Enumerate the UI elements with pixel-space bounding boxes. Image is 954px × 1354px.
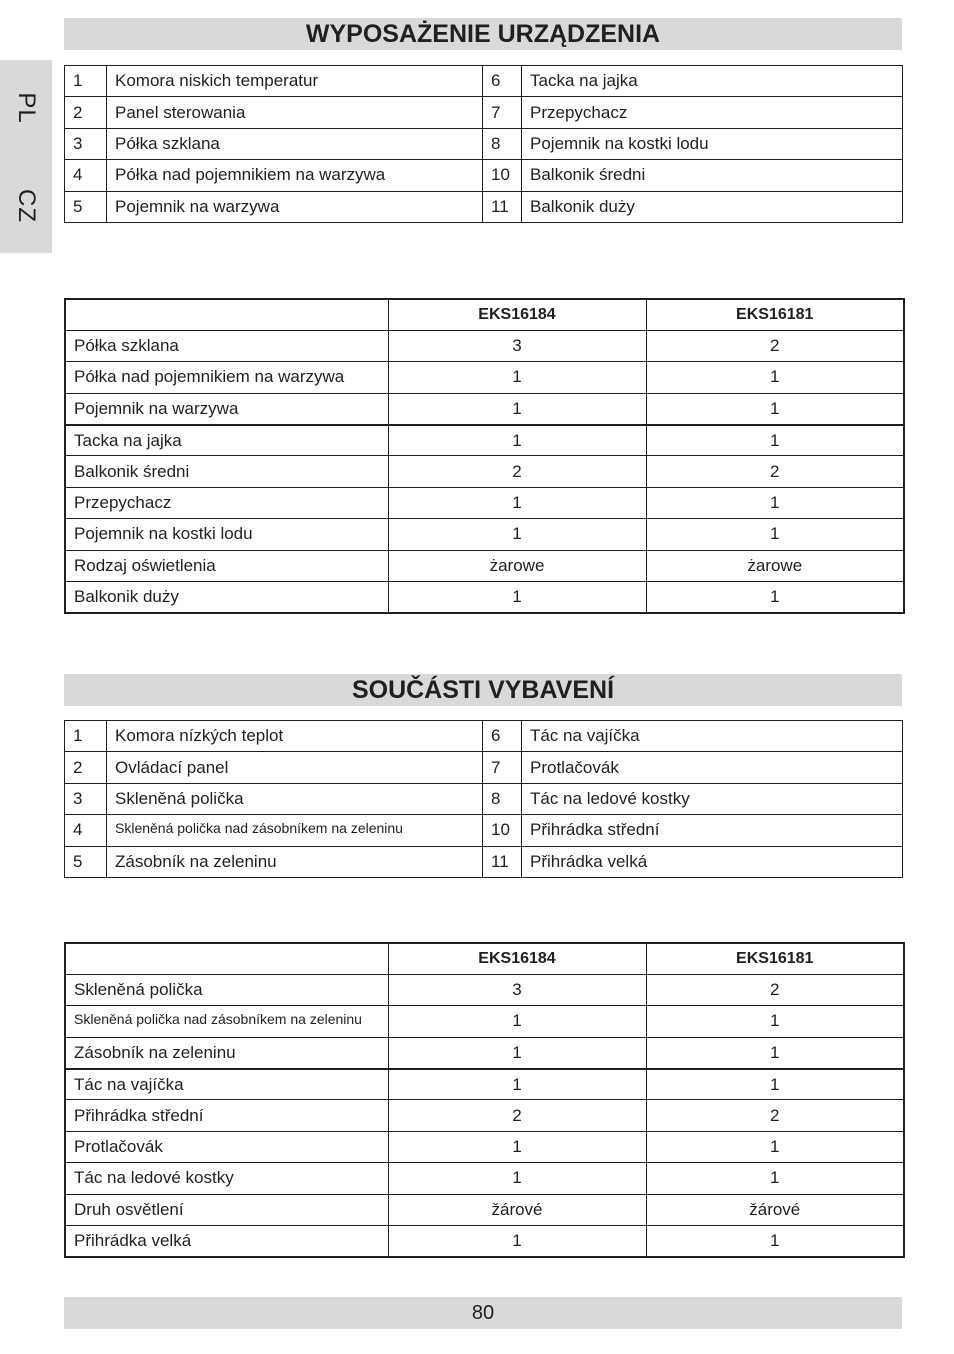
item-name: Skleněná polička: [65, 974, 388, 1005]
part-label: Pojemnik na kostki lodu: [522, 128, 903, 159]
table-row: [65, 1100, 904, 1131]
item-name: Tacka na jajka: [65, 425, 388, 456]
item-quantity: 1: [388, 393, 646, 424]
item-quantity: 1: [646, 1226, 904, 1257]
item-name: Pojemnik na warzywa: [65, 393, 388, 424]
models-table-cz: [64, 942, 905, 1258]
part-label: Balkonik duży: [522, 191, 903, 222]
item-name: Tác na vajíčka: [65, 1069, 388, 1100]
part-label: Tác na vajíčka: [522, 721, 903, 752]
part-label: Přihrádka střední: [522, 815, 903, 846]
table-row: [65, 582, 904, 613]
table-row: [65, 362, 904, 393]
item-name: Pojemnik na kostki lodu: [65, 519, 388, 550]
item-quantity: 1: [388, 519, 646, 550]
table-row: [65, 1006, 904, 1037]
part-label: Tác na ledové kostky: [522, 783, 903, 814]
part-label: Skleněná polička: [107, 783, 483, 814]
table-row: [65, 66, 903, 97]
part-number: 2: [65, 752, 107, 783]
model-header: EKS16184: [388, 299, 646, 330]
item-name: Rodzaj oświetlenia: [65, 550, 388, 581]
part-label: Balkonik średni: [522, 160, 903, 191]
part-label: Zásobník na zeleninu: [107, 846, 483, 877]
item-quantity: 1: [388, 582, 646, 613]
part-label: Tacka na jajka: [522, 66, 903, 97]
part-label: Półka nad pojemnikiem na warzywa: [107, 160, 483, 191]
item-name: Półka nad pojemnikiem na warzywa: [65, 362, 388, 393]
table-row: [65, 783, 903, 814]
language-label-pl: PL: [13, 92, 40, 124]
item-name: Skleněná polička nad zásobníkem na zeleninu: [65, 1006, 388, 1037]
table-row: [65, 1226, 904, 1257]
model-header: EKS16181: [646, 299, 904, 330]
table-row: [65, 752, 903, 783]
part-number: 2: [65, 97, 107, 128]
table-row: [65, 330, 904, 361]
part-number: 6: [483, 721, 522, 752]
table-row: [65, 846, 903, 877]
part-number: 5: [65, 191, 107, 222]
table-row: [65, 815, 903, 846]
part-number: 7: [483, 97, 522, 128]
item-name: Balkonik duży: [65, 582, 388, 613]
table-header-row: [65, 299, 904, 330]
item-quantity: 1: [388, 1131, 646, 1162]
part-label: Skleněná polička nad zásobníkem na zeleninu: [107, 815, 483, 846]
item-name: Přihrádka velká: [65, 1226, 388, 1257]
item-quantity: 1: [646, 487, 904, 518]
table-row: [65, 487, 904, 518]
models-table-pl: [64, 298, 905, 614]
table-row: [65, 519, 904, 550]
table-row: [65, 1163, 904, 1194]
header-blank-cell: [65, 299, 388, 330]
item-quantity: 1: [646, 1037, 904, 1068]
header-blank-cell: [65, 943, 388, 974]
language-tab: [0, 60, 52, 253]
part-label: Przepychacz: [522, 97, 903, 128]
table-row: [65, 1194, 904, 1225]
section-title-pl: WYPOSAŻENIE URZĄDZENIA: [64, 18, 902, 50]
parts-table-cz: [64, 720, 903, 878]
part-label: Ovládací panel: [107, 752, 483, 783]
part-number: 1: [65, 721, 107, 752]
part-label: Protlačovák: [522, 752, 903, 783]
part-number: 4: [65, 815, 107, 846]
item-quantity: 2: [388, 456, 646, 487]
part-number: 3: [65, 783, 107, 814]
item-quantity: 2: [646, 1100, 904, 1131]
item-name: Druh osvětlení: [65, 1194, 388, 1225]
part-label: Komora niskich temperatur: [107, 66, 483, 97]
part-number: 11: [483, 846, 522, 877]
item-quantity: 1: [388, 1163, 646, 1194]
table-header-row: [65, 943, 904, 974]
part-number: 8: [483, 783, 522, 814]
item-name: Przepychacz: [65, 487, 388, 518]
item-name: Přihrádka střední: [65, 1100, 388, 1131]
part-number: 4: [65, 160, 107, 191]
item-quantity: 1: [646, 1006, 904, 1037]
page-number: 80: [471, 1301, 495, 1324]
table-row: [65, 456, 904, 487]
section-title-cz: SOUČÁSTI VYBAVENÍ: [64, 674, 902, 706]
item-quantity: žárové: [388, 1194, 646, 1225]
item-quantity: 1: [388, 1006, 646, 1037]
part-label: Komora nízkých teplot: [107, 721, 483, 752]
item-quantity: 3: [388, 974, 646, 1005]
part-label: Panel sterowania: [107, 97, 483, 128]
item-name: Balkonik średni: [65, 456, 388, 487]
item-quantity: 1: [388, 487, 646, 518]
part-label: Přihrádka velká: [522, 846, 903, 877]
page-footer: [64, 1297, 902, 1329]
table-row: [65, 550, 904, 581]
part-number: 10: [483, 160, 522, 191]
item-quantity: 1: [646, 393, 904, 424]
model-header: EKS16181: [646, 943, 904, 974]
part-label: Półka szklana: [107, 128, 483, 159]
model-header: EKS16184: [388, 943, 646, 974]
part-number: 6: [483, 66, 522, 97]
table-row: [65, 128, 903, 159]
table-row: [65, 1037, 904, 1068]
part-number: 3: [65, 128, 107, 159]
table-row: [65, 721, 903, 752]
models-table-body: [65, 943, 904, 1257]
item-quantity: 1: [646, 582, 904, 613]
part-number: 10: [483, 815, 522, 846]
item-quantity: 1: [388, 425, 646, 456]
item-quantity: 2: [646, 456, 904, 487]
item-quantity: 1: [388, 1069, 646, 1100]
table-row: [65, 1069, 904, 1100]
item-quantity: 1: [646, 362, 904, 393]
part-number: 11: [483, 191, 522, 222]
item-quantity: 1: [388, 362, 646, 393]
part-number: 8: [483, 128, 522, 159]
part-label: Pojemnik na warzywa: [107, 191, 483, 222]
item-quantity: 1: [388, 1226, 646, 1257]
table-row: [65, 1131, 904, 1162]
table-row: [65, 97, 903, 128]
item-quantity: 1: [646, 1069, 904, 1100]
table-row: [65, 974, 904, 1005]
item-quantity: 1: [388, 1037, 646, 1068]
table-row: [65, 191, 903, 222]
item-quantity: 2: [388, 1100, 646, 1131]
item-quantity: 2: [646, 974, 904, 1005]
item-quantity: 1: [646, 1131, 904, 1162]
parts-table-body: [65, 66, 903, 223]
item-name: Protlačovák: [65, 1131, 388, 1162]
item-quantity: 2: [646, 330, 904, 361]
table-row: [65, 393, 904, 424]
part-number: 7: [483, 752, 522, 783]
item-quantity: 1: [646, 425, 904, 456]
parts-table-body: [65, 721, 903, 878]
item-name: Zásobník na zeleninu: [65, 1037, 388, 1068]
part-number: 5: [65, 846, 107, 877]
item-quantity: žárové: [646, 1194, 904, 1225]
item-name: Tác na ledové kostky: [65, 1163, 388, 1194]
item-quantity: 1: [646, 1163, 904, 1194]
item-quantity: żarowe: [388, 550, 646, 581]
item-quantity: 3: [388, 330, 646, 361]
table-row: [65, 160, 903, 191]
parts-table-pl: [64, 65, 903, 223]
models-table-body: [65, 299, 904, 613]
item-quantity: 1: [646, 519, 904, 550]
table-row: [65, 425, 904, 456]
language-label-cz: CZ: [13, 189, 40, 223]
item-quantity: żarowe: [646, 550, 904, 581]
part-number: 1: [65, 66, 107, 97]
item-name: Półka szklana: [65, 330, 388, 361]
